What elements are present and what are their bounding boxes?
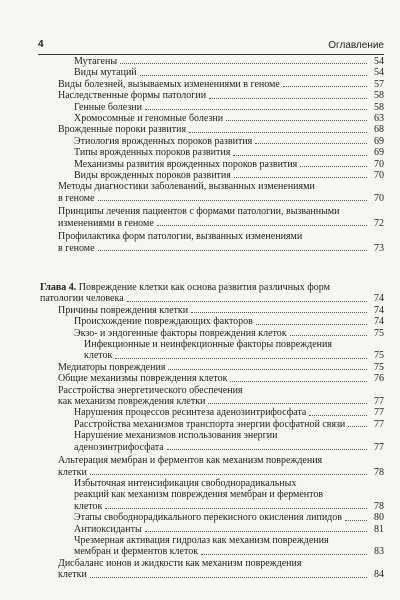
toc-page-number: 70 xyxy=(374,158,384,170)
running-header xyxy=(38,38,384,55)
toc-page-number: 74 xyxy=(374,293,384,305)
dot-leader xyxy=(98,250,367,251)
toc-entry[interactable] xyxy=(40,282,384,305)
toc-entry[interactable] xyxy=(40,90,384,101)
toc-entry[interactable] xyxy=(40,478,384,512)
toc-entry-title: Чрезмерная активация гидролаз как механизм повреждения xyxy=(74,534,329,546)
dot-leader xyxy=(145,531,367,532)
dot-leader xyxy=(208,403,367,404)
toc-page-number: 77 xyxy=(374,396,384,408)
toc-entry[interactable] xyxy=(40,79,384,90)
toc-page-number: 54 xyxy=(374,67,384,79)
toc-page-number: 75 xyxy=(374,361,384,373)
dot-leader xyxy=(127,301,367,302)
toc-page-number: 75 xyxy=(374,327,384,339)
toc-entry[interactable] xyxy=(40,113,384,124)
toc-page-number: 58 xyxy=(374,101,384,113)
toc-entry-title: Генные болезни xyxy=(74,101,142,113)
dot-leader xyxy=(233,155,367,156)
toc-page-number: 57 xyxy=(374,78,384,90)
dot-leader xyxy=(189,132,367,133)
dot-leader xyxy=(157,225,367,226)
toc-page-number: 78 xyxy=(374,466,384,478)
toc-entry[interactable] xyxy=(40,524,384,535)
toc-entry-title: в геноме xyxy=(58,192,95,204)
toc-entry-title: Этиология врожденных пороков развития xyxy=(74,135,253,147)
toc-page-number: 63 xyxy=(374,113,384,125)
toc-entry-title: Типы врожденных пороков развития xyxy=(74,147,231,159)
toc-entry-title: клеток xyxy=(84,350,113,362)
dot-leader xyxy=(201,554,367,555)
dot-leader xyxy=(255,143,367,144)
dot-leader xyxy=(234,177,367,178)
toc-page-number: 76 xyxy=(374,373,384,385)
toc-entry-title: изменениями в геноме xyxy=(58,217,154,229)
toc-entry[interactable] xyxy=(40,67,384,78)
toc-entry-title: клетки xyxy=(58,466,87,478)
toc-entry[interactable] xyxy=(40,147,384,158)
toc-page-number: 72 xyxy=(374,217,384,229)
toc-entry-title: Экзо- и эндогенные факторы повреждения клеток xyxy=(74,327,287,339)
dot-leader xyxy=(309,415,367,416)
toc-entry-title: Профилактика форм патологии, вызванных изменениями xyxy=(58,231,303,243)
dot-leader xyxy=(167,449,367,450)
toc-entry-title: клеток xyxy=(74,500,103,512)
toc-page-number: 81 xyxy=(374,523,384,535)
toc-entry-title: аденозинтрифосфата xyxy=(74,441,164,453)
toc-entry-title: Глава 4. Повреждение клетки как основа развития различных форм xyxy=(40,282,330,293)
toc-entry-title: Общие механизмы повреждения клеток xyxy=(58,373,228,385)
toc-entry-title: Мутагены xyxy=(74,56,118,67)
toc-entry-title: мембран и ферментов клеток xyxy=(74,546,199,558)
toc-entry[interactable] xyxy=(40,206,384,229)
toc-page-number: 75 xyxy=(374,350,384,362)
toc-entry-title: Методы диагностики заболеваний, вызванных изменениями xyxy=(58,181,315,193)
dot-leader xyxy=(226,120,367,121)
toc-entry-title: Нарушения процессов ресинтеза аденозинтрифосфата xyxy=(74,407,307,419)
dot-leader xyxy=(120,63,367,64)
dot-leader xyxy=(115,358,367,359)
dot-leader xyxy=(230,381,367,382)
toc-page-number: 77 xyxy=(374,441,384,453)
toc-page-number: 70 xyxy=(374,192,384,204)
toc-entry-title: в геноме xyxy=(58,242,95,254)
toc-entry-title: Этапы свободнорадикального перекисного окисления липидов xyxy=(74,512,342,524)
toc-entry[interactable] xyxy=(40,181,384,204)
toc-entry-title: Антиоксиданты xyxy=(74,523,142,535)
dot-leader xyxy=(145,109,367,110)
dot-leader xyxy=(256,324,367,325)
toc-entry[interactable] xyxy=(40,316,384,327)
toc-entry-title: как механизм повреждения клетки xyxy=(58,396,206,408)
toc-section-top xyxy=(40,56,384,254)
dot-leader xyxy=(290,335,367,336)
toc-entry[interactable] xyxy=(40,455,384,478)
toc-entry[interactable] xyxy=(40,231,384,254)
toc-page-number: 70 xyxy=(374,170,384,182)
toc-entry[interactable] xyxy=(40,305,384,316)
toc-page-number: 77 xyxy=(374,418,384,430)
toc-entry-title: Расстройства энергетического обеспечения xyxy=(58,384,243,396)
toc-page-number: 68 xyxy=(374,124,384,136)
toc-entry-title: Инфекционные и неинфекционные факторы повреждения xyxy=(84,339,332,351)
running-header-title: Оглавление xyxy=(328,40,384,51)
toc-entry-title: Виды мутаций xyxy=(74,67,137,79)
toc-page-number: 54 xyxy=(374,56,384,67)
toc-entry-title: реакций как механизм повреждения мембран и ферментов xyxy=(74,489,324,501)
toc-entry[interactable] xyxy=(40,535,384,558)
toc-entry-title: Альтерация мембран и ферментов как механизм повреждения xyxy=(58,455,323,467)
dot-leader xyxy=(348,426,367,427)
toc-entry-title: патологии человека xyxy=(40,293,124,305)
toc-entry-title: Наследственные формы патологии xyxy=(58,90,207,102)
toc-entry-title: Избыточная интенсификация свободнорадикальных xyxy=(74,477,297,489)
toc-page-number: 77 xyxy=(374,407,384,419)
toc-page-number: 58 xyxy=(374,90,384,102)
toc-entry[interactable] xyxy=(40,419,384,430)
toc-entry[interactable] xyxy=(40,339,384,362)
toc-entry[interactable] xyxy=(40,102,384,113)
toc-page-number: 83 xyxy=(374,546,384,558)
toc-page-number: 73 xyxy=(374,242,384,254)
toc-entry[interactable] xyxy=(40,512,384,523)
toc-entry[interactable] xyxy=(40,407,384,418)
toc-page-number: 84 xyxy=(374,569,384,581)
toc-entry[interactable] xyxy=(40,136,384,147)
toc-entry-title: Медиаторы повреждения xyxy=(58,361,166,373)
dot-leader xyxy=(168,369,367,370)
dot-leader xyxy=(90,474,367,475)
toc-entry-title: Нарушение механизмов использования энергии xyxy=(74,430,278,442)
toc-page-number: 69 xyxy=(374,147,384,159)
dot-leader xyxy=(345,520,367,521)
dot-leader xyxy=(300,166,367,167)
toc-entry[interactable] xyxy=(40,362,384,373)
toc-entry[interactable] xyxy=(40,170,384,181)
toc-page-number: 74 xyxy=(374,304,384,316)
toc-page-number: 69 xyxy=(374,135,384,147)
toc-entry-title: Врожденные пороки развития xyxy=(58,124,187,136)
toc-entry[interactable] xyxy=(40,328,384,339)
dot-leader xyxy=(98,200,367,201)
toc-entry-title: Расстройства механизмов транспорта энергии фосфатной связи xyxy=(74,418,346,430)
dot-leader xyxy=(283,86,367,87)
toc-entry-title: Принципы лечения пациентов с формами патологии, вызванными xyxy=(58,206,340,218)
toc-entry-title: Причины повреждения клетки xyxy=(58,304,189,316)
toc-section-bottom xyxy=(40,282,384,581)
dot-leader xyxy=(90,577,367,578)
toc-entry-title: Виды болезней, вызываемых изменениями в геноме xyxy=(58,78,280,90)
toc-entry[interactable] xyxy=(40,124,384,135)
toc-entry-title: Хромосомные и геномные болезни xyxy=(74,113,224,125)
toc-entry-title: Дисбаланс ионов и жидкости как механизм повреждения xyxy=(58,557,302,569)
toc-entry[interactable] xyxy=(40,56,384,67)
dot-leader xyxy=(140,75,367,76)
toc-entry[interactable] xyxy=(40,159,384,170)
dot-leader xyxy=(105,508,367,509)
toc-entry[interactable] xyxy=(40,373,384,384)
page-number: 4 xyxy=(38,39,44,50)
toc-page-number: 74 xyxy=(374,316,384,328)
dot-leader xyxy=(209,98,367,99)
dot-leader xyxy=(191,312,367,313)
toc-entry[interactable] xyxy=(40,385,384,408)
toc-entry[interactable] xyxy=(40,430,384,453)
toc-entry[interactable] xyxy=(40,558,384,581)
toc-entry-title: Виды врожденных пороков развития xyxy=(74,170,231,182)
toc-entry-title: Механизмы развития врожденных пороков развития xyxy=(74,158,298,170)
toc-entry-title: Происхождение повреждающих факторов xyxy=(74,316,253,328)
toc-entry-title: клетки xyxy=(58,569,87,581)
toc-page-number: 78 xyxy=(374,500,384,512)
toc-page-number: 80 xyxy=(374,512,384,524)
